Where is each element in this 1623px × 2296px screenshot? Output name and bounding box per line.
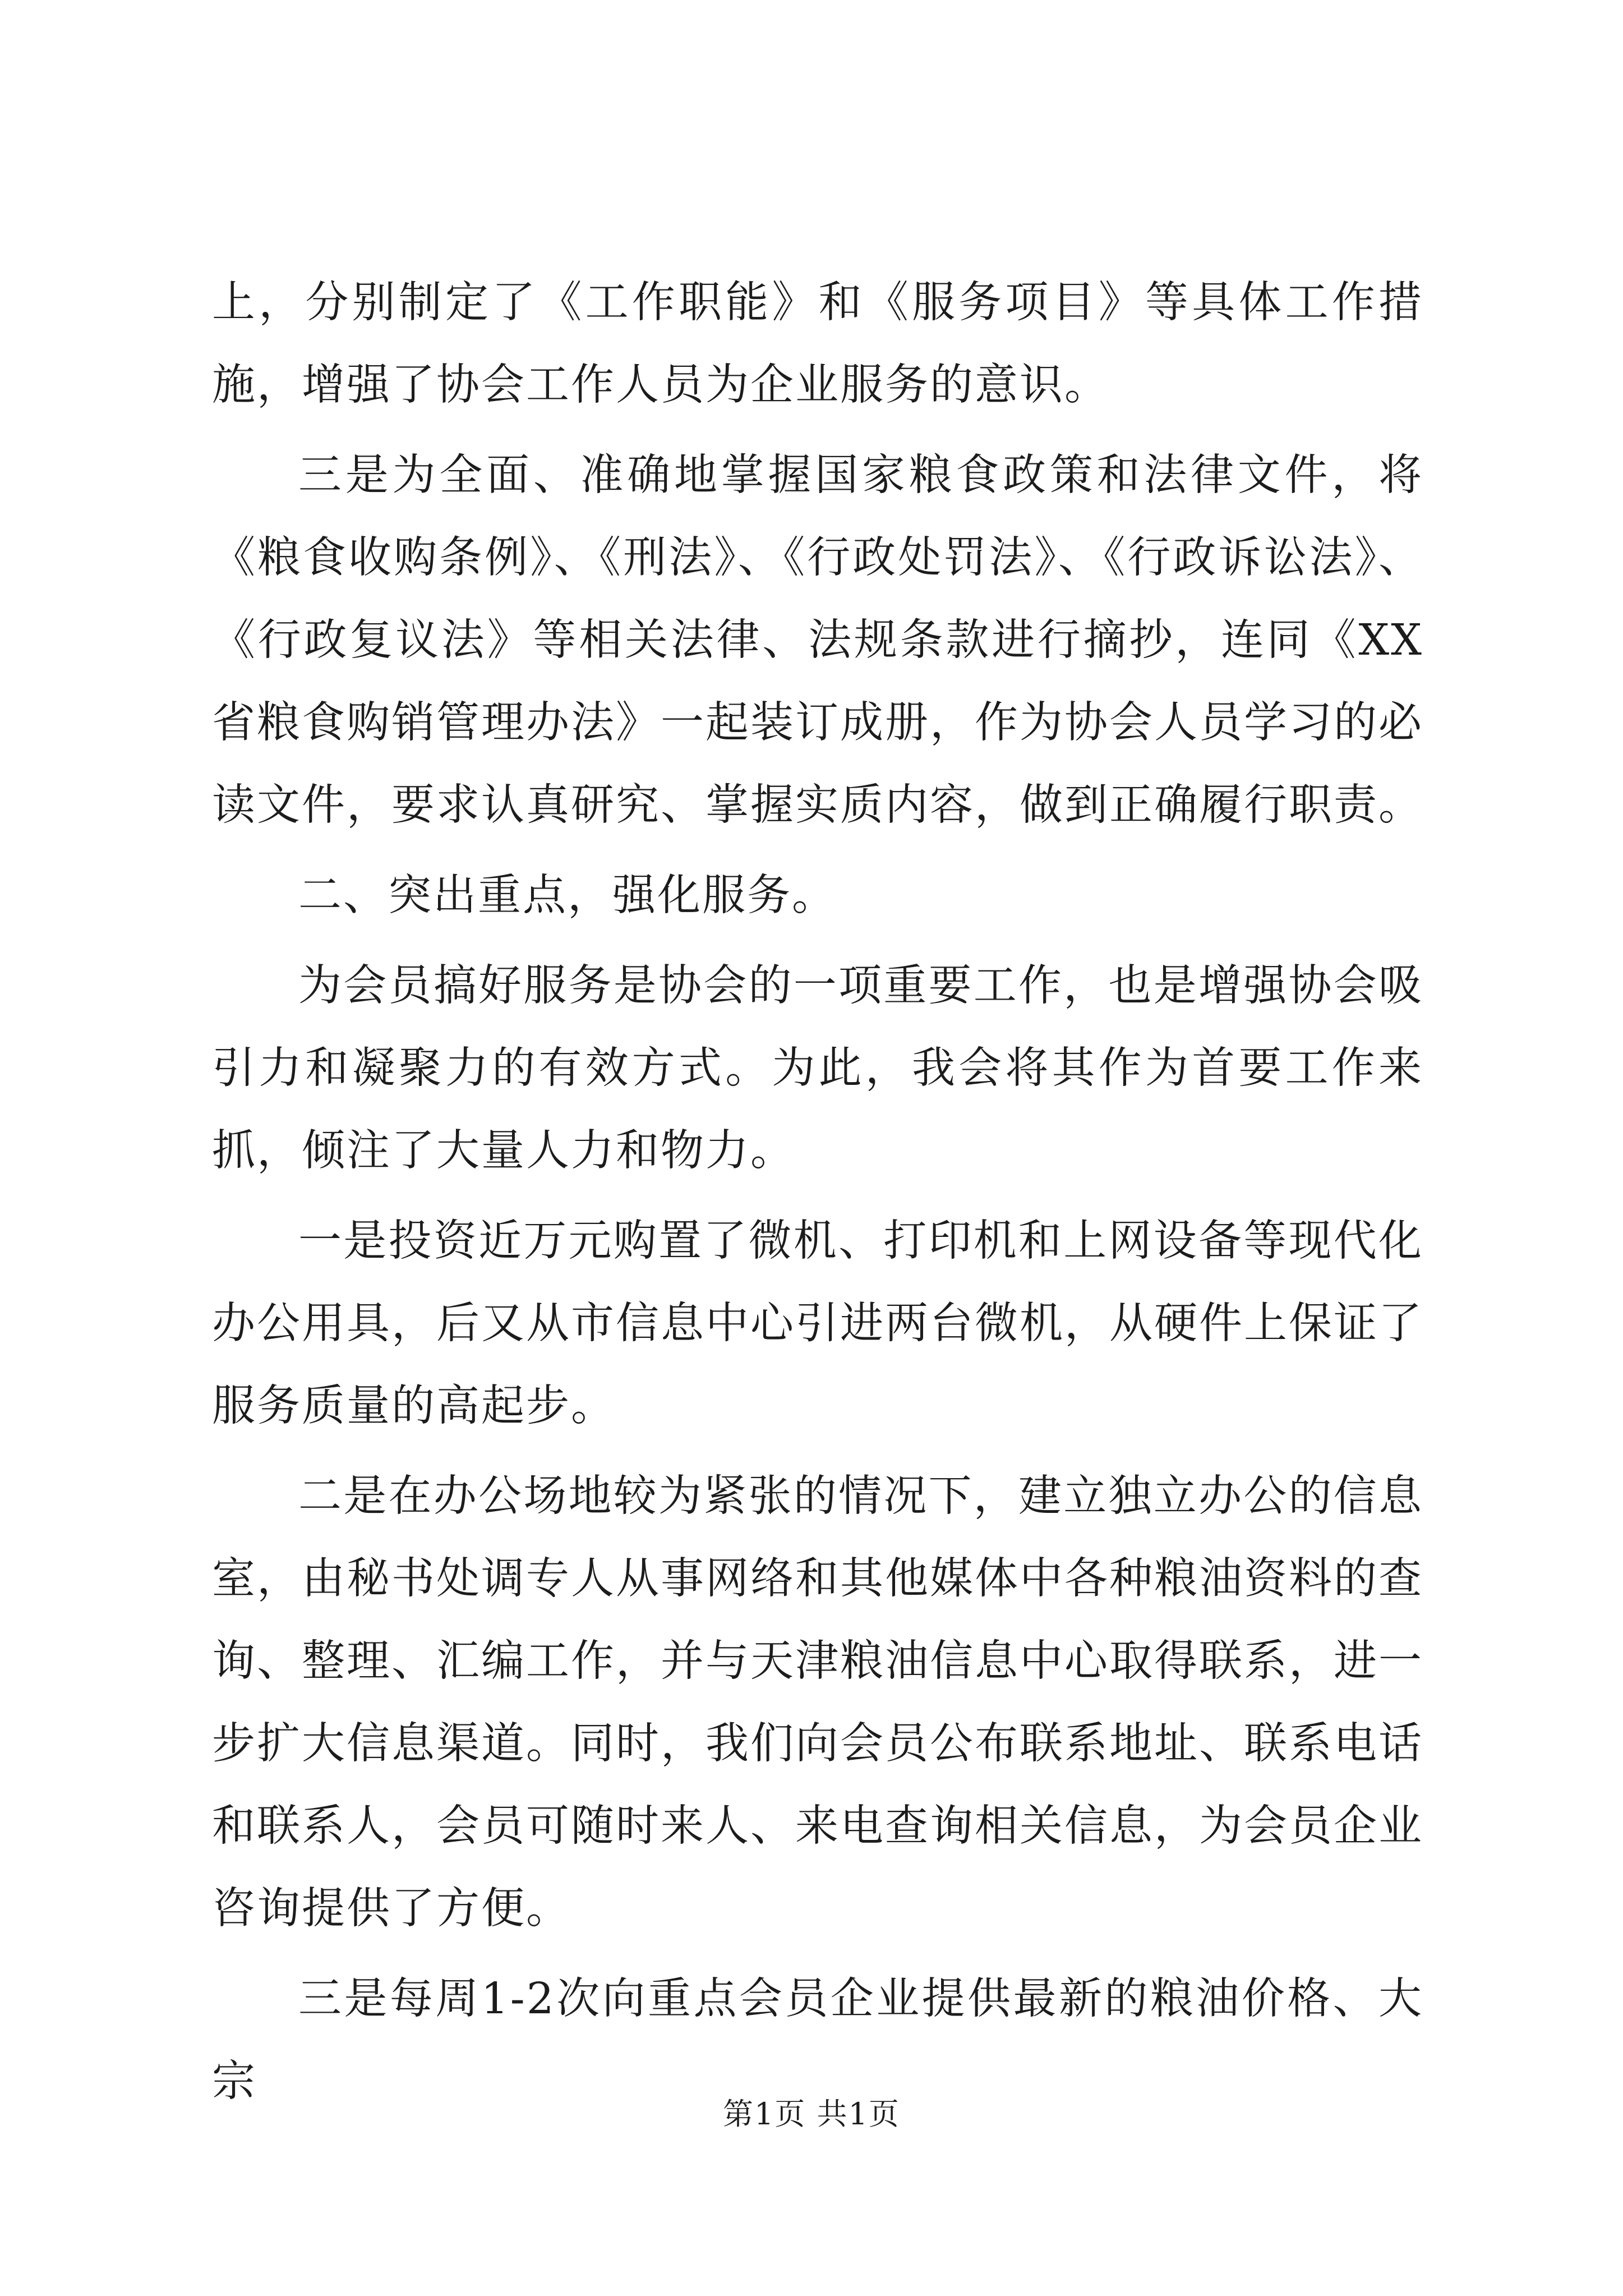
document-body <box>212 261 1423 2123</box>
paragraph-continuation: 上，分别制定了《工作职能》和《服务项目》等具体工作措施，增强了协会工作人员为企业服务的意识。 <box>212 278 1423 410</box>
paragraph-weekly-info: 三是每周1-2次向重点会员企业提供最新的粮油价格、大宗 <box>212 1974 1423 2106</box>
paragraph-member-service: 为会员搞好服务是协会的一项重要工作，也是增强协会吸引力和凝聚力的有效方式。为此，我会将其作为首要工作来抓，倾注了大量人力和物力。 <box>212 961 1423 1176</box>
paragraph-info-room: 二是在办公场地较为紧张的情况下，建立独立办公的信息室，由秘书处调专人从事网络和其他媒体中各种粮油资料的查询、整理、汇编工作，并与天津粮油信息中心取得联系，进一步扩大信息渠道。同时，我们向会员公布联系地址、联系电话和联系人，会员可随时来人、来电查询相关信息，为会员企业咨询提供了方便。 <box>212 1471 1423 1934</box>
section-heading-service: 二、突出重点，强化服务。 <box>298 871 837 921</box>
page-number-footer: 第1页 共1页 <box>723 2096 900 2132</box>
paragraph-study-laws: 三是为全面、准确地掌握国家粮食政策和法律文件，将《粮食收购条例》、《刑法》、《行政处罚法》、《行政诉讼法》、《行政复议法》等相关法律、法规条款进行摘抄，连同《XX省粮食购销管理办法》一起装订成册，作为协会人员学习的必读文件，要求认真研究、掌握实质内容，做到正确履行职责。 <box>212 450 1423 830</box>
paragraph-equipment: 一是投资近万元购置了微机、打印机和上网设备等现代化办公用具，后又从市信息中心引进两台微机，从硬件上保证了服务质量的高起步。 <box>212 1216 1423 1431</box>
